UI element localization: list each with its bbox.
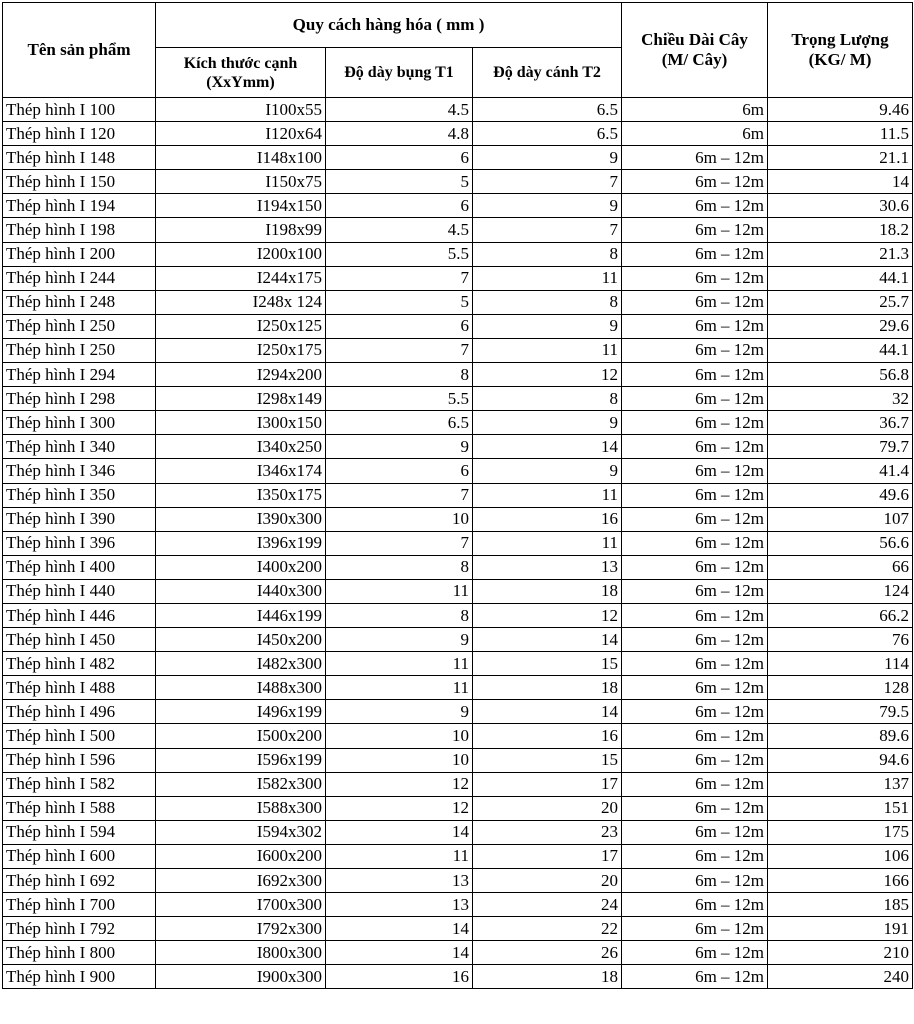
weight-cell: 89.6 (768, 724, 913, 748)
length-cell: 6m (622, 122, 768, 146)
table-row (3, 869, 913, 893)
flange-thickness-cell: 9 (473, 314, 622, 338)
length-cell: 6m – 12m (622, 435, 768, 459)
length-cell: 6m – 12m (622, 917, 768, 941)
product-name-cell: Thép hình I 450 (3, 628, 156, 652)
flange-thickness-cell: 11 (473, 338, 622, 362)
flange-thickness-cell: 12 (473, 363, 622, 387)
web-thickness-cell: 6.5 (326, 411, 473, 435)
table-row (3, 218, 913, 242)
web-thickness-cell: 9 (326, 700, 473, 724)
length-cell: 6m – 12m (622, 579, 768, 603)
length-cell: 6m – 12m (622, 844, 768, 868)
product-name-cell: Thép hình I 150 (3, 170, 156, 194)
weight-cell: 11.5 (768, 122, 913, 146)
flange-thickness-cell: 11 (473, 483, 622, 507)
length-cell: 6m – 12m (622, 652, 768, 676)
table-row (3, 844, 913, 868)
edge-size-cell: I692x300 (156, 869, 326, 893)
weight-cell: 25.7 (768, 290, 913, 314)
flange-thickness-cell: 14 (473, 435, 622, 459)
flange-thickness-cell: 14 (473, 700, 622, 724)
table-row (3, 724, 913, 748)
header-length-line1: Chiều Dài Cây (641, 30, 748, 49)
web-thickness-cell: 5.5 (326, 242, 473, 266)
length-cell: 6m – 12m (622, 941, 768, 965)
table-row (3, 122, 913, 146)
edge-size-cell: I396x199 (156, 531, 326, 555)
flange-thickness-cell: 26 (473, 941, 622, 965)
weight-cell: 191 (768, 917, 913, 941)
table-row (3, 772, 913, 796)
length-cell: 6m – 12m (622, 266, 768, 290)
weight-cell: 128 (768, 676, 913, 700)
product-name-cell: Thép hình I 800 (3, 941, 156, 965)
edge-size-cell: I390x300 (156, 507, 326, 531)
web-thickness-cell: 8 (326, 363, 473, 387)
edge-size-cell: I248x 124 (156, 290, 326, 314)
flange-thickness-cell: 6.5 (473, 122, 622, 146)
flange-thickness-cell: 9 (473, 411, 622, 435)
edge-size-cell: I488x300 (156, 676, 326, 700)
weight-cell: 18.2 (768, 218, 913, 242)
web-thickness-cell: 13 (326, 869, 473, 893)
weight-cell: 151 (768, 796, 913, 820)
edge-size-cell: I244x175 (156, 266, 326, 290)
product-name-cell: Thép hình I 346 (3, 459, 156, 483)
weight-cell: 76 (768, 628, 913, 652)
flange-thickness-cell: 8 (473, 242, 622, 266)
edge-size-cell: I440x300 (156, 579, 326, 603)
flange-thickness-cell: 6.5 (473, 98, 622, 122)
header-flange-thickness: Độ dày cánh T2 (473, 48, 622, 98)
web-thickness-cell: 4.5 (326, 98, 473, 122)
product-name-cell: Thép hình I 446 (3, 603, 156, 627)
flange-thickness-cell: 18 (473, 676, 622, 700)
edge-size-cell: I294x200 (156, 363, 326, 387)
table-row (3, 555, 913, 579)
table-row (3, 652, 913, 676)
flange-thickness-cell: 14 (473, 628, 622, 652)
header-edge-size-line2: (XxYmm) (206, 73, 275, 91)
product-name-cell: Thép hình I 294 (3, 363, 156, 387)
product-name-cell: Thép hình I 250 (3, 338, 156, 362)
edge-size-cell: I200x100 (156, 242, 326, 266)
length-cell: 6m (622, 98, 768, 122)
length-cell: 6m – 12m (622, 820, 768, 844)
edge-size-cell: I792x300 (156, 917, 326, 941)
length-cell: 6m – 12m (622, 869, 768, 893)
weight-cell: 29.6 (768, 314, 913, 338)
weight-cell: 137 (768, 772, 913, 796)
weight-cell: 124 (768, 579, 913, 603)
web-thickness-cell: 10 (326, 724, 473, 748)
length-cell: 6m – 12m (622, 170, 768, 194)
table-row (3, 628, 913, 652)
flange-thickness-cell: 17 (473, 772, 622, 796)
length-cell: 6m – 12m (622, 146, 768, 170)
flange-thickness-cell: 16 (473, 724, 622, 748)
flange-thickness-cell: 20 (473, 869, 622, 893)
table-row (3, 170, 913, 194)
web-thickness-cell: 7 (326, 531, 473, 555)
flange-thickness-cell: 12 (473, 603, 622, 627)
length-cell: 6m – 12m (622, 724, 768, 748)
web-thickness-cell: 10 (326, 507, 473, 531)
weight-cell: 56.8 (768, 363, 913, 387)
weight-cell: 21.3 (768, 242, 913, 266)
weight-cell: 9.46 (768, 98, 913, 122)
product-name-cell: Thép hình I 792 (3, 917, 156, 941)
web-thickness-cell: 14 (326, 941, 473, 965)
table-row (3, 748, 913, 772)
edge-size-cell: I120x64 (156, 122, 326, 146)
product-name-cell: Thép hình I 900 (3, 965, 156, 989)
weight-cell: 66 (768, 555, 913, 579)
weight-cell: 94.6 (768, 748, 913, 772)
table-row (3, 676, 913, 700)
web-thickness-cell: 12 (326, 772, 473, 796)
table-row (3, 917, 913, 941)
steel-spec-table (2, 2, 913, 989)
product-name-cell: Thép hình I 396 (3, 531, 156, 555)
flange-thickness-cell: 9 (473, 459, 622, 483)
product-name-cell: Thép hình I 692 (3, 869, 156, 893)
flange-thickness-cell: 16 (473, 507, 622, 531)
edge-size-cell: I340x250 (156, 435, 326, 459)
length-cell: 6m – 12m (622, 363, 768, 387)
table-row (3, 363, 913, 387)
edge-size-cell: I100x55 (156, 98, 326, 122)
web-thickness-cell: 9 (326, 435, 473, 459)
web-thickness-cell: 6 (326, 314, 473, 338)
flange-thickness-cell: 15 (473, 652, 622, 676)
weight-cell: 44.1 (768, 338, 913, 362)
length-cell: 6m – 12m (622, 700, 768, 724)
product-name-cell: Thép hình I 300 (3, 411, 156, 435)
web-thickness-cell: 11 (326, 844, 473, 868)
edge-size-cell: I500x200 (156, 724, 326, 748)
length-cell: 6m – 12m (622, 338, 768, 362)
web-thickness-cell: 14 (326, 917, 473, 941)
weight-cell: 49.6 (768, 483, 913, 507)
web-thickness-cell: 5 (326, 290, 473, 314)
header-edge-size-line1: Kích thước cạnh (183, 54, 298, 72)
length-cell: 6m – 12m (622, 459, 768, 483)
web-thickness-cell: 11 (326, 676, 473, 700)
length-cell: 6m – 12m (622, 676, 768, 700)
web-thickness-cell: 4.5 (326, 218, 473, 242)
edge-size-cell: I300x150 (156, 411, 326, 435)
table-row (3, 435, 913, 459)
header-length-line2: (M/ Cây) (661, 50, 728, 69)
length-cell: 6m – 12m (622, 555, 768, 579)
header-weight-line1: Trọng Lượng (791, 30, 889, 49)
weight-cell: 14 (768, 170, 913, 194)
weight-cell: 56.6 (768, 531, 913, 555)
edge-size-cell: I600x200 (156, 844, 326, 868)
product-name-cell: Thép hình I 496 (3, 700, 156, 724)
product-name-cell: Thép hình I 500 (3, 724, 156, 748)
web-thickness-cell: 5.5 (326, 387, 473, 411)
edge-size-cell: I250x175 (156, 338, 326, 362)
edge-size-cell: I400x200 (156, 555, 326, 579)
product-name-cell: Thép hình I 298 (3, 387, 156, 411)
product-name-cell: Thép hình I 390 (3, 507, 156, 531)
table-row (3, 98, 913, 122)
product-name-cell: Thép hình I 482 (3, 652, 156, 676)
web-thickness-cell: 4.8 (326, 122, 473, 146)
length-cell: 6m – 12m (622, 507, 768, 531)
edge-size-cell: I596x199 (156, 748, 326, 772)
table-row (3, 965, 913, 989)
length-cell: 6m – 12m (622, 218, 768, 242)
weight-cell: 30.6 (768, 194, 913, 218)
length-cell: 6m – 12m (622, 314, 768, 338)
product-name-cell: Thép hình I 148 (3, 146, 156, 170)
flange-thickness-cell: 8 (473, 290, 622, 314)
table-row (3, 893, 913, 917)
weight-cell: 107 (768, 507, 913, 531)
flange-thickness-cell: 15 (473, 748, 622, 772)
edge-size-cell: I194x150 (156, 194, 326, 218)
table-row (3, 820, 913, 844)
table-row (3, 603, 913, 627)
header-weight (768, 3, 913, 98)
weight-cell: 240 (768, 965, 913, 989)
weight-cell: 106 (768, 844, 913, 868)
header-product-name: Tên sản phẩm (3, 3, 156, 98)
web-thickness-cell: 12 (326, 796, 473, 820)
edge-size-cell: I800x300 (156, 941, 326, 965)
header-length (622, 3, 768, 98)
weight-cell: 185 (768, 893, 913, 917)
product-name-cell: Thép hình I 250 (3, 314, 156, 338)
weight-cell: 41.4 (768, 459, 913, 483)
table-row (3, 941, 913, 965)
length-cell: 6m – 12m (622, 387, 768, 411)
product-name-cell: Thép hình I 340 (3, 435, 156, 459)
table-row (3, 483, 913, 507)
length-cell: 6m – 12m (622, 628, 768, 652)
edge-size-cell: I482x300 (156, 652, 326, 676)
web-thickness-cell: 6 (326, 194, 473, 218)
weight-cell: 210 (768, 941, 913, 965)
length-cell: 6m – 12m (622, 603, 768, 627)
flange-thickness-cell: 22 (473, 917, 622, 941)
length-cell: 6m – 12m (622, 531, 768, 555)
product-name-cell: Thép hình I 700 (3, 893, 156, 917)
product-name-cell: Thép hình I 194 (3, 194, 156, 218)
web-thickness-cell: 7 (326, 338, 473, 362)
flange-thickness-cell: 9 (473, 146, 622, 170)
flange-thickness-cell: 11 (473, 266, 622, 290)
edge-size-cell: I350x175 (156, 483, 326, 507)
table-row (3, 290, 913, 314)
flange-thickness-cell: 18 (473, 965, 622, 989)
table-row (3, 338, 913, 362)
web-thickness-cell: 6 (326, 146, 473, 170)
flange-thickness-cell: 7 (473, 170, 622, 194)
weight-cell: 44.1 (768, 266, 913, 290)
edge-size-cell: I148x100 (156, 146, 326, 170)
edge-size-cell: I594x302 (156, 820, 326, 844)
product-name-cell: Thép hình I 198 (3, 218, 156, 242)
product-name-cell: Thép hình I 200 (3, 242, 156, 266)
flange-thickness-cell: 8 (473, 387, 622, 411)
product-name-cell: Thép hình I 244 (3, 266, 156, 290)
length-cell: 6m – 12m (622, 796, 768, 820)
table-row (3, 242, 913, 266)
edge-size-cell: I450x200 (156, 628, 326, 652)
edge-size-cell: I496x199 (156, 700, 326, 724)
table-row (3, 700, 913, 724)
web-thickness-cell: 11 (326, 652, 473, 676)
web-thickness-cell: 7 (326, 266, 473, 290)
web-thickness-cell: 16 (326, 965, 473, 989)
web-thickness-cell: 11 (326, 579, 473, 603)
edge-size-cell: I700x300 (156, 893, 326, 917)
product-name-cell: Thép hình I 582 (3, 772, 156, 796)
flange-thickness-cell: 7 (473, 218, 622, 242)
length-cell: 6m – 12m (622, 194, 768, 218)
table-row (3, 194, 913, 218)
product-name-cell: Thép hình I 100 (3, 98, 156, 122)
weight-cell: 114 (768, 652, 913, 676)
weight-cell: 175 (768, 820, 913, 844)
product-name-cell: Thép hình I 120 (3, 122, 156, 146)
edge-size-cell: I198x99 (156, 218, 326, 242)
table-row (3, 459, 913, 483)
product-name-cell: Thép hình I 440 (3, 579, 156, 603)
web-thickness-cell: 7 (326, 483, 473, 507)
length-cell: 6m – 12m (622, 893, 768, 917)
web-thickness-cell: 8 (326, 555, 473, 579)
header-weight-line2: (KG/ M) (808, 50, 872, 69)
table-row (3, 146, 913, 170)
edge-size-cell: I346x174 (156, 459, 326, 483)
flange-thickness-cell: 18 (473, 579, 622, 603)
table-row (3, 579, 913, 603)
weight-cell: 36.7 (768, 411, 913, 435)
length-cell: 6m – 12m (622, 965, 768, 989)
table-row (3, 507, 913, 531)
edge-size-cell: I150x75 (156, 170, 326, 194)
product-name-cell: Thép hình I 596 (3, 748, 156, 772)
length-cell: 6m – 12m (622, 411, 768, 435)
product-name-cell: Thép hình I 488 (3, 676, 156, 700)
product-name-cell: Thép hình I 600 (3, 844, 156, 868)
table-row (3, 531, 913, 555)
table-row (3, 266, 913, 290)
web-thickness-cell: 5 (326, 170, 473, 194)
web-thickness-cell: 10 (326, 748, 473, 772)
edge-size-cell: I900x300 (156, 965, 326, 989)
flange-thickness-cell: 9 (473, 194, 622, 218)
table-body (3, 98, 913, 989)
flange-thickness-cell: 17 (473, 844, 622, 868)
product-name-cell: Thép hình I 350 (3, 483, 156, 507)
flange-thickness-cell: 13 (473, 555, 622, 579)
edge-size-cell: I298x149 (156, 387, 326, 411)
product-name-cell: Thép hình I 248 (3, 290, 156, 314)
product-name-cell: Thép hình I 588 (3, 796, 156, 820)
length-cell: 6m – 12m (622, 748, 768, 772)
web-thickness-cell: 13 (326, 893, 473, 917)
flange-thickness-cell: 11 (473, 531, 622, 555)
header-edge-size (156, 48, 326, 98)
table-row (3, 387, 913, 411)
header-spec-group: Quy cách hàng hóa ( mm ) (156, 3, 622, 48)
web-thickness-cell: 14 (326, 820, 473, 844)
weight-cell: 66.2 (768, 603, 913, 627)
table-row (3, 314, 913, 338)
weight-cell: 166 (768, 869, 913, 893)
length-cell: 6m – 12m (622, 290, 768, 314)
product-name-cell: Thép hình I 594 (3, 820, 156, 844)
flange-thickness-cell: 24 (473, 893, 622, 917)
length-cell: 6m – 12m (622, 772, 768, 796)
flange-thickness-cell: 20 (473, 796, 622, 820)
table-row (3, 411, 913, 435)
weight-cell: 21.1 (768, 146, 913, 170)
weight-cell: 32 (768, 387, 913, 411)
header-web-thickness: Độ dày bụng T1 (326, 48, 473, 98)
weight-cell: 79.7 (768, 435, 913, 459)
edge-size-cell: I588x300 (156, 796, 326, 820)
edge-size-cell: I250x125 (156, 314, 326, 338)
edge-size-cell: I446x199 (156, 603, 326, 627)
length-cell: 6m – 12m (622, 242, 768, 266)
web-thickness-cell: 9 (326, 628, 473, 652)
length-cell: 6m – 12m (622, 483, 768, 507)
web-thickness-cell: 8 (326, 603, 473, 627)
weight-cell: 79.5 (768, 700, 913, 724)
table-row (3, 796, 913, 820)
flange-thickness-cell: 23 (473, 820, 622, 844)
edge-size-cell: I582x300 (156, 772, 326, 796)
product-name-cell: Thép hình I 400 (3, 555, 156, 579)
web-thickness-cell: 6 (326, 459, 473, 483)
